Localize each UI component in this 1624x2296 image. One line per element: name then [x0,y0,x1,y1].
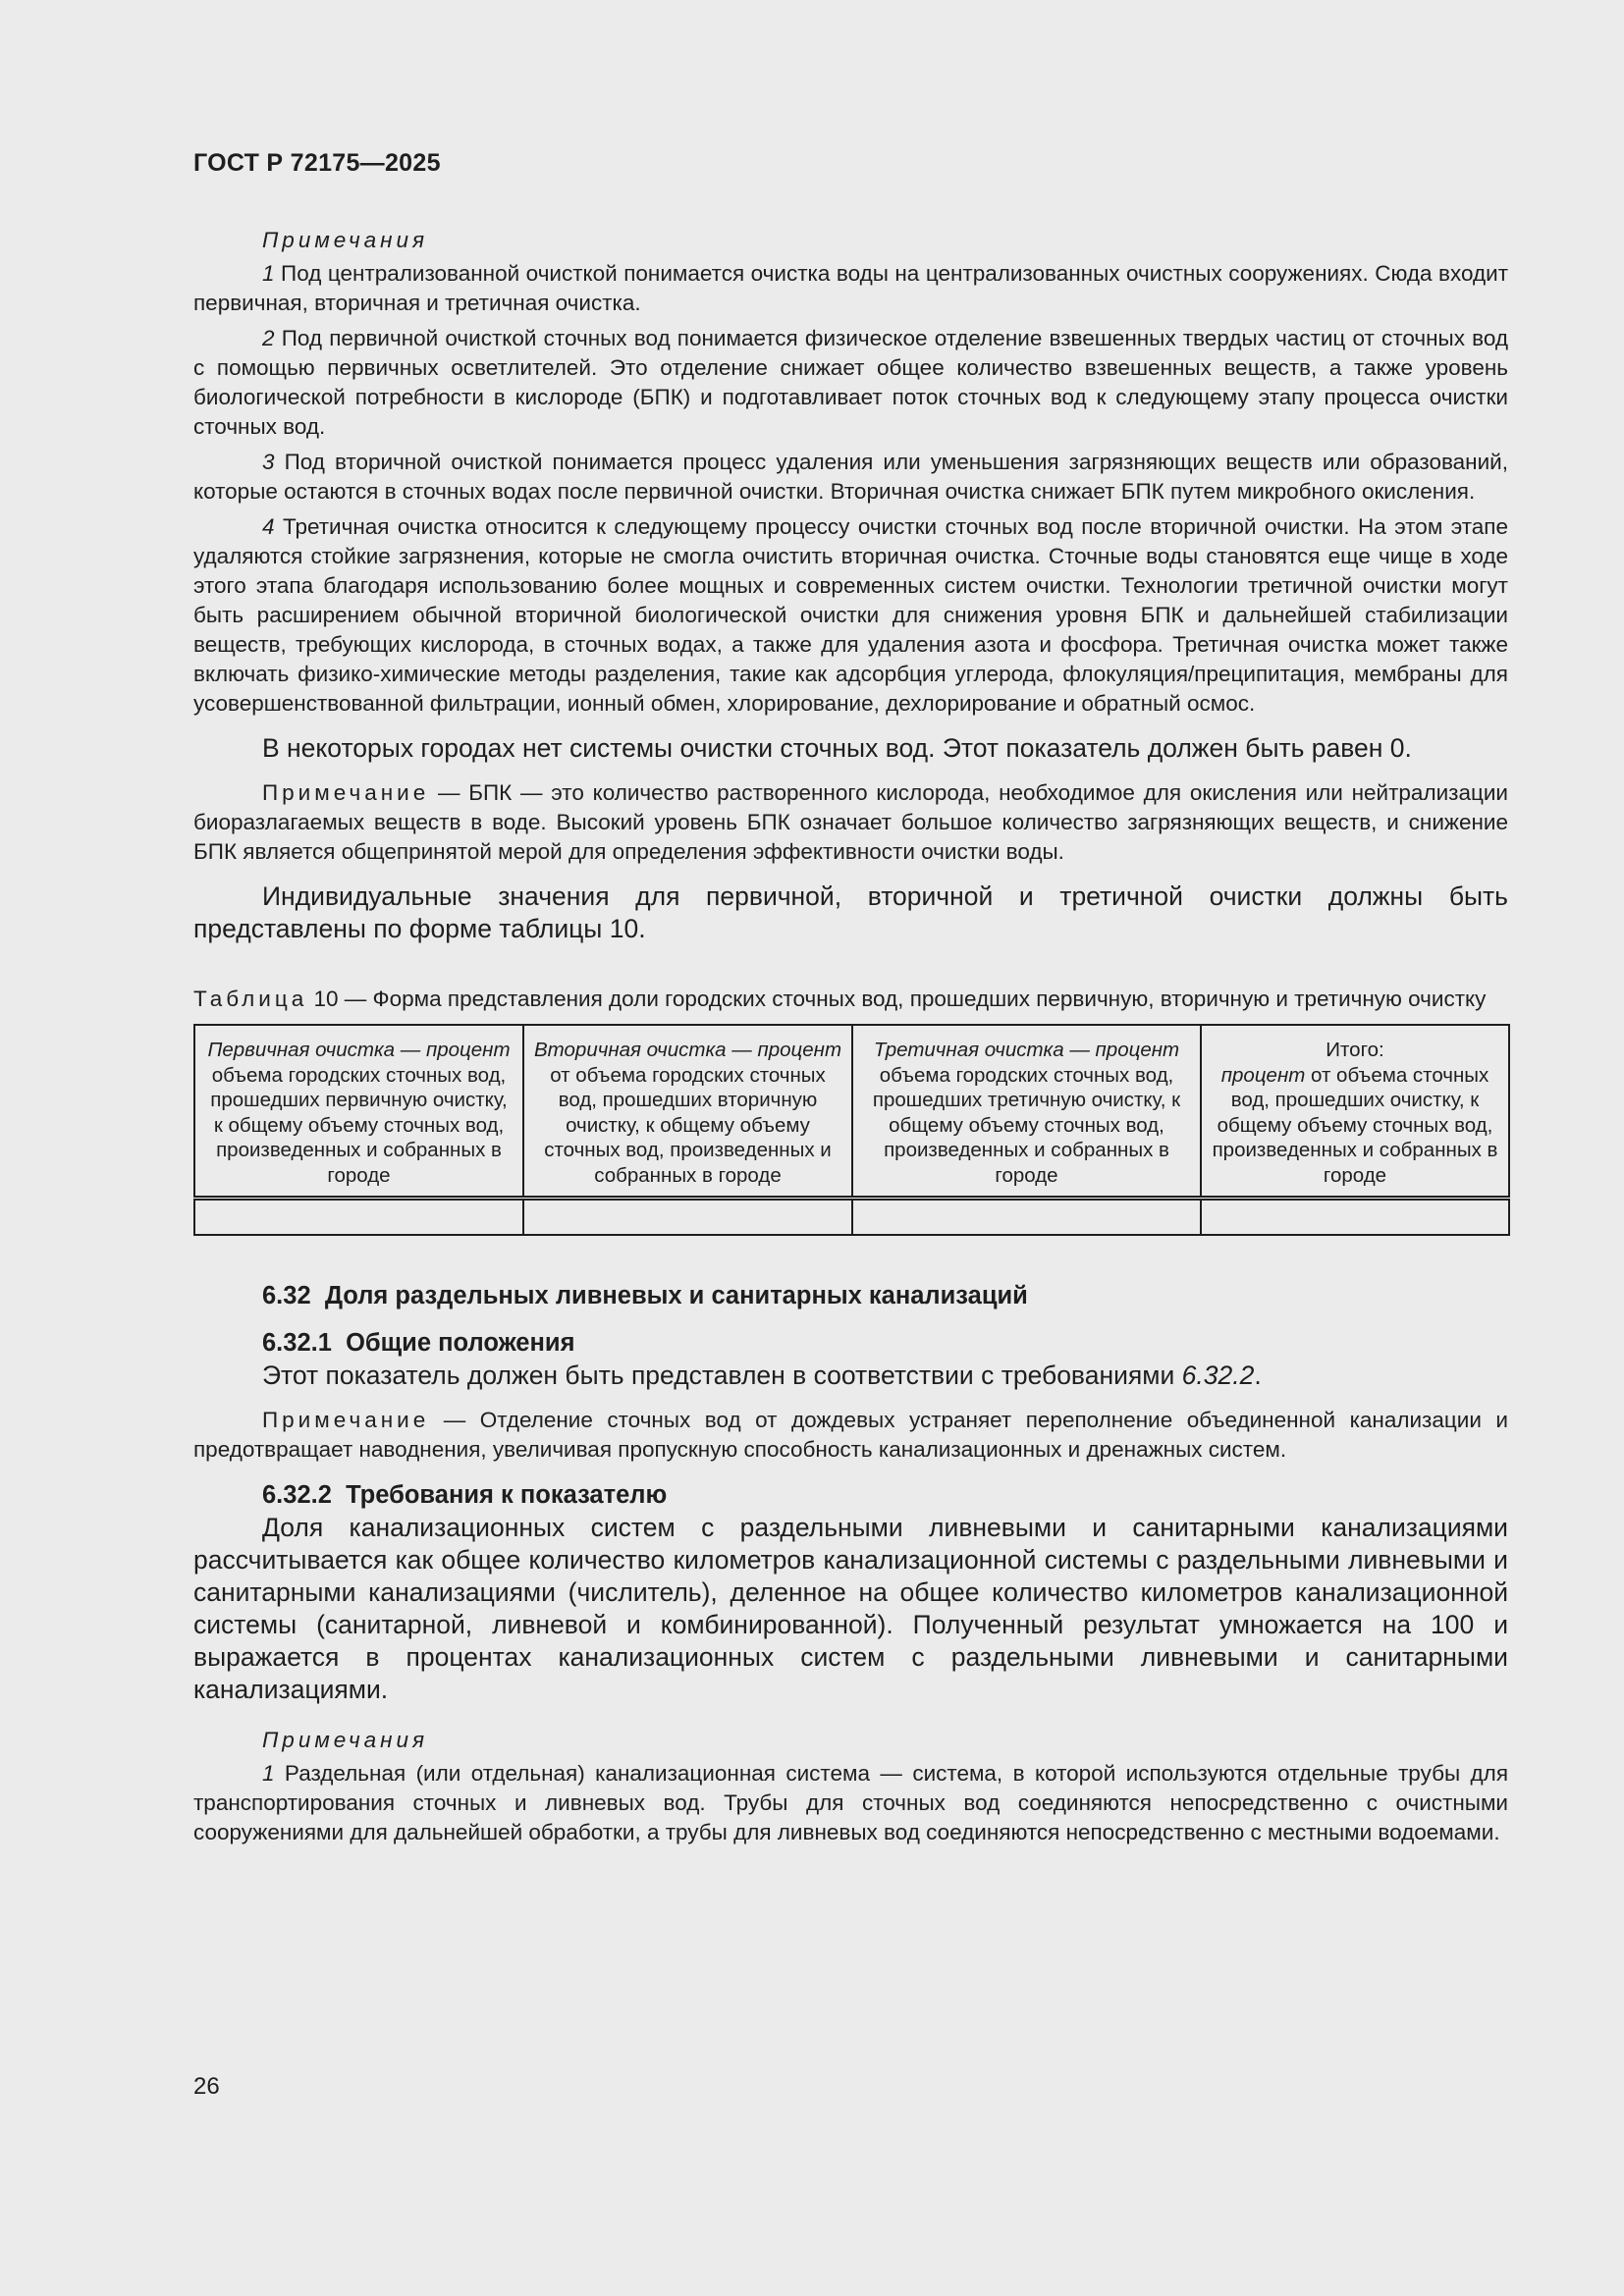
text-after: . [1254,1361,1262,1390]
section-heading-6-32-1 [193,1326,1508,1360]
header-italic: Вторичная очистка — процент [534,1039,842,1061]
note-bpk [193,778,1508,867]
section-number: 6.32.2 [262,1481,332,1509]
note-text: — Отделение сточных вод от дождевых устраняет переполнение объединенной канализации и предотвращает наводнения, увеличивая пропускную способность канализационных и дренажных систем. [193,1408,1508,1462]
column-header-primary [194,1025,523,1199]
text-before: Этот показатель должен быть представлен в соответствии с требованиями [262,1361,1182,1390]
header-text: от объема городских сточных вод, прошедших вторичную очистку, к общему объему сточных вод, произведенных и собранных в городе [544,1063,832,1187]
header-italic: Третичная очистка — процент [873,1039,1180,1061]
column-header-tertiary [852,1025,1201,1199]
header-lead: Итого: [1326,1039,1384,1061]
section-6-32-1-text [193,1360,1508,1392]
section-title: Доля раздельных ливневых и санитарных канализаций [324,1282,1028,1309]
notes-title: Примечания [262,228,429,252]
note-text: Под вторичной очисткой понимается процесс удаления или уменьшения загрязняющих веществ или образований, которые остаются в сточных водах после первичной очистки. Вторичная очистка снижает БПК путем микробного окисления. [193,450,1508,504]
note-label: Примечание [262,780,430,805]
paragraph-no-system: В некоторых городах нет системы очистки сточных вод. Этот показатель должен быть равен 0. [262,733,1412,763]
column-header-total [1201,1025,1509,1199]
section-number: 6.32.1 [262,1329,332,1357]
table-cell-empty [852,1199,1201,1236]
cross-reference: 6.32.2 [1181,1361,1255,1390]
section-heading-6-32 [193,1279,1508,1312]
note-item [193,1759,1508,1847]
note-text: — БПК — это количество растворенного кислорода, необходимое для окисления или нейтрализации биоразлагаемых веществ в воде. Высокий уровень БПК означает большое количество загрязняющих веществ, и снижение БПК является общепринятой мерой для определения эффективности очистки воды. [193,780,1508,864]
table-cell-empty [194,1199,523,1236]
note-item [193,259,1508,318]
header-italic: Первичная очистка — процент [207,1039,511,1061]
note-text: Под первичной очисткой сточных вод понимается физическое отделение взвешенных твердых частиц от сточных вод с помощью первичных осветлителей. Это отделение снижает общее количество взвешенных веществ, а также уровень биологической потребности в кислороде (БПК) и подготавливает поток сточных вод к следующему этапу процесса очистки сточных вод. [193,326,1508,439]
note-label: Примечание [262,1408,430,1432]
notes-title: Примечания [262,1728,429,1752]
paragraph-individual: Индивидуальные значения для первичной, вторичной и третичной очистки должны быть представлены по форме таблицы 10. [193,881,1508,943]
header-italic: процент [1220,1063,1306,1087]
section-number: 6.32 [262,1282,311,1309]
table-caption-label: Таблица [193,987,308,1011]
note-item [193,448,1508,507]
note-number: 3 [262,450,275,474]
note-item [193,512,1508,719]
note-separation [193,1406,1508,1465]
table-caption [193,985,1508,1014]
table-caption-text: 10 — Форма представления доли городских сточных вод, прошедших первичную, вторичную и третичную очистку [307,987,1487,1011]
note-number: 4 [262,514,275,539]
note-number: 2 [262,326,275,350]
section-heading-6-32-2 [193,1478,1508,1512]
table-cell-empty [523,1199,852,1236]
note-text: Под централизованной очисткой понимается очистка воды на централизованных очистных сооружениях. Сюда входит первичная, вторичная и третичная очистка. [193,261,1508,315]
note-item [193,324,1508,442]
table-10 [193,1024,1510,1236]
column-header-secondary [523,1025,852,1199]
document-page [193,0,1508,2296]
header-text: объема городских сточных вод, прошедших третичную очистку, к общему объему сточных вод, произведенных и собранных в городе [872,1063,1181,1187]
note-text: Третичная очистка относится к следующему процессу очистки сточных вод после вторичной очистки. На этом этапе удаляются стойкие загрязнения, которые не смогла очистить вторичная очистка. Сточные воды становятся еще чище в ходе этого этапа благодаря использованию более мощных и современных систем очистки. Технологии третичной очистки могут быть расширением обычной вторичной биологической очистки для снижения уровня БПК и дальнейшей стабилизации веществ, требующих кислорода, в сточных водах, а также для удаления азота и фосфора. Третичная очистка может также включать физико-химические методы разделения, такие как адсорбция углерода, флокуляция/преципитация, мембраны для усовершенствованной фильтрации, ионный обмен, хлорирование, дехлорирование и обратный осмос. [193,514,1508,716]
table-row [194,1199,1509,1236]
note-text: Раздельная (или отдельная) канализационная система — система, в которой используются отдельные трубы для транспортирования сточных и ливневых вод. Трубы для сточных вод соединяются непосредственно с очистными сооружениями для дальнейшей обработки, а трубы для ливневых вод соединяются непосредственно с местными водоемами. [193,1761,1508,1844]
page-content [193,226,1508,1847]
header-text: объема городских сточных вод, прошедших первичную очистку, к общему объему сточных вод, произведенных и собранных в городе [210,1063,508,1187]
section-title: Требования к показателю [346,1481,668,1509]
section-title: Общие положения [346,1329,575,1357]
section-6-32-2-text: Доля канализационных систем с раздельными ливневыми и санитарными канализациями рассчитывается как общее количество километров канализационной системы с раздельными ливневыми и санитарными канализациями (числитель), деленное на общее количество километров канализационной системы (санитарной, ливневой и комбинированной). Полученный результат умножается на 100 и выражается в процентах канализационных систем с раздельными ливневыми и санитарными канализациями. [193,1513,1508,1704]
note-number: 1 [262,1761,275,1786]
table-cell-empty [1201,1199,1509,1236]
header-text: от объема сточных вод, прошедших очистку, к общему объему сточных вод, произведенных и собранных в городе [1212,1063,1498,1187]
document-header: ГОСТ Р 72175—2025 [193,149,441,177]
page-number: 26 [193,2073,220,2100]
table-header-row [194,1025,1509,1199]
note-number: 1 [262,261,275,286]
